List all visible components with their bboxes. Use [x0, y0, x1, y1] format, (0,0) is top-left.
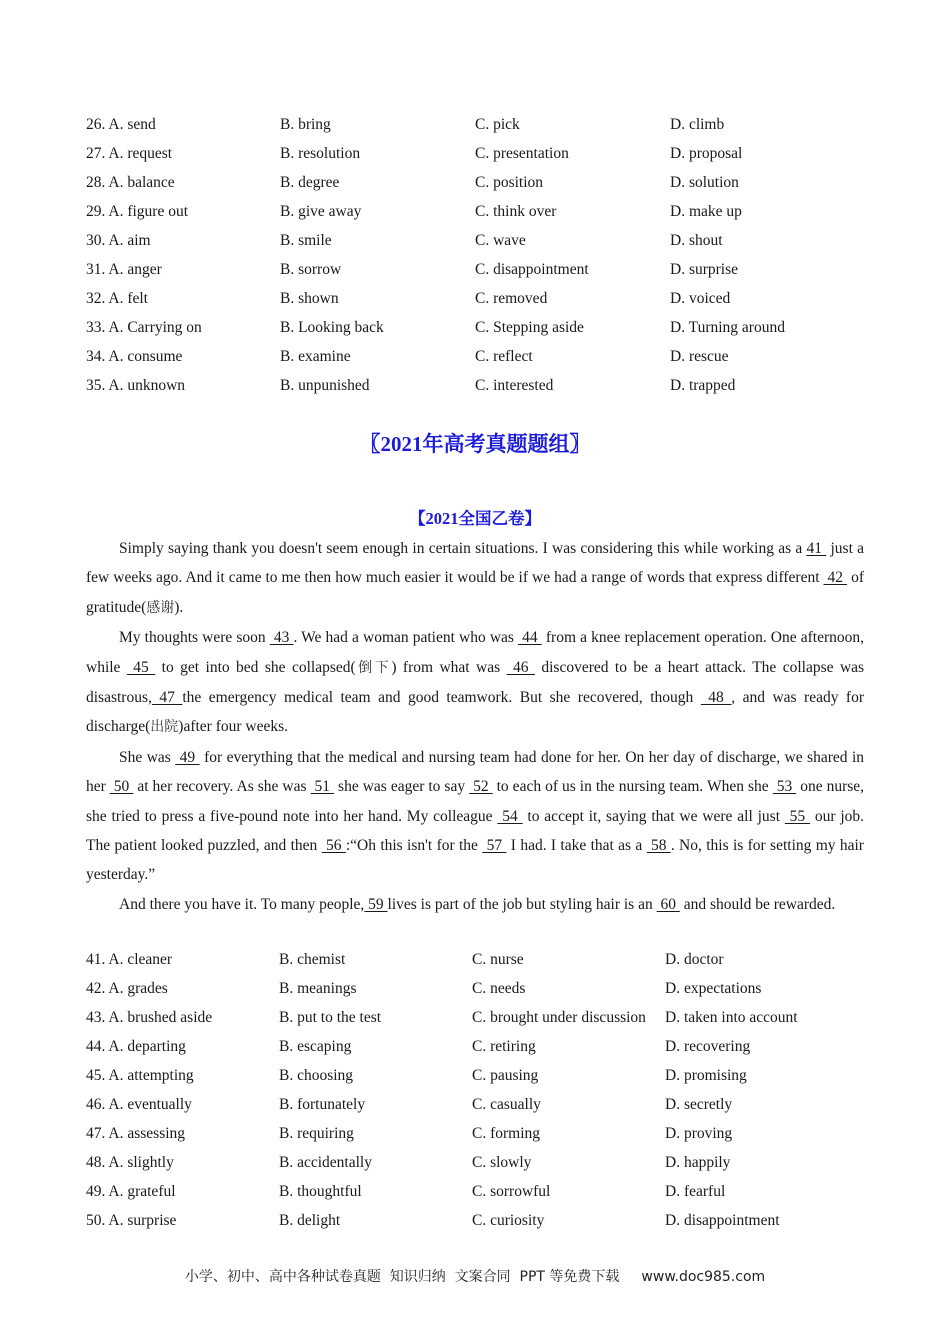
- blank-51: 51: [310, 778, 335, 796]
- option-c: C. removed: [475, 290, 548, 307]
- option-d: D. secretly: [665, 1096, 733, 1113]
- paragraph-2: [86, 623, 864, 743]
- text: at her recovery. As she was: [133, 778, 311, 796]
- blank-49: 49: [175, 748, 200, 766]
- text: to get into bed she collapsed(: [155, 658, 356, 676]
- blank-53: 53: [772, 778, 797, 796]
- option-d: D. doctor: [665, 951, 724, 968]
- blank-58: 58: [646, 837, 671, 855]
- option-c: C. position: [475, 174, 544, 191]
- option-d: D. solution: [670, 174, 739, 191]
- option-row: [86, 1032, 866, 1061]
- option-d: D. disappointment: [665, 1212, 780, 1229]
- option-c: C. sorrowful: [472, 1183, 551, 1200]
- text: our job. The patient looked puzzled, and then: [86, 807, 865, 855]
- option-b: B. meanings: [279, 980, 357, 997]
- blank-52: 52: [469, 778, 493, 796]
- blank-54: 54: [497, 807, 523, 825]
- option-d: D. fearful: [665, 1183, 726, 1200]
- option-row: [86, 1206, 866, 1235]
- text: to accept it, saying that we were all just: [522, 807, 785, 825]
- option-d: D. shout: [670, 232, 723, 249]
- text: And there you have it. To many people,: [119, 895, 365, 913]
- option-a: 47. A. assessing: [86, 1125, 186, 1142]
- text: . No, this is for setting my hair yesterday.”: [86, 837, 864, 884]
- option-a: 31. A. anger: [86, 261, 162, 278]
- option-a: 42. A. grades: [86, 980, 168, 997]
- paragraph-3: [86, 743, 864, 890]
- option-a: 46. A. eventually: [86, 1096, 192, 1113]
- text: the emergency medical team and good teamwork. But she recovered, though: [182, 689, 701, 707]
- option-c: C. presentation: [475, 145, 569, 162]
- option-c: C. forming: [472, 1125, 541, 1142]
- cloze-passage: [86, 534, 864, 919]
- option-row: [86, 1119, 866, 1148]
- text: just a few weeks ago. And it came to me then how much easier it would be if we had a range of words that express different: [86, 540, 864, 587]
- option-d: D. recovering: [665, 1038, 751, 1055]
- chinese-gloss: 感谢: [146, 599, 175, 616]
- option-a: 43. A. brushed aside: [86, 1009, 213, 1026]
- option-a: 44. A. departing: [86, 1038, 186, 1055]
- option-row: [86, 226, 866, 255]
- option-row: [86, 1003, 866, 1032]
- option-a: 49. A. grateful: [86, 1183, 176, 1200]
- option-row: [86, 313, 866, 342]
- option-c: C. needs: [472, 980, 526, 997]
- option-a: 26. A. send: [86, 116, 156, 133]
- option-row: [86, 371, 866, 400]
- blank-56: 56: [321, 837, 346, 855]
- option-row: [86, 284, 866, 313]
- blank-45: 45: [126, 658, 156, 676]
- blank-46: 46: [506, 658, 535, 676]
- option-d: D. proving: [665, 1125, 733, 1142]
- option-d: D. proposal: [670, 145, 743, 162]
- chinese-gloss: 出院: [150, 719, 179, 736]
- option-d: D. make up: [670, 203, 742, 220]
- option-c: C. slowly: [472, 1154, 532, 1171]
- option-b: B. smile: [280, 232, 332, 249]
- text: from a knee replacement operation. One afternoon, while: [86, 629, 865, 676]
- option-b: B. choosing: [279, 1067, 354, 1084]
- option-b: B. delight: [279, 1212, 341, 1229]
- option-c: C. interested: [475, 377, 554, 394]
- option-c: C. think over: [475, 203, 557, 220]
- option-row: [86, 945, 866, 974]
- option-c: C. curiosity: [472, 1212, 545, 1229]
- option-c: C. disappointment: [475, 261, 589, 278]
- option-row: [86, 974, 866, 1003]
- option-row: [86, 342, 866, 371]
- option-b: B. requiring: [279, 1125, 354, 1142]
- options-table-26-35: [86, 110, 866, 400]
- blank-50: 50: [109, 778, 134, 796]
- text: She was: [119, 748, 176, 766]
- option-a: 32. A. felt: [86, 290, 148, 307]
- option-b: B. examine: [280, 348, 351, 365]
- option-b: B. chemist: [279, 951, 346, 968]
- option-a: 33. A. Carrying on: [86, 319, 202, 336]
- option-d: D. expectations: [665, 980, 762, 997]
- text: ).: [174, 598, 184, 616]
- option-b: B. accidentally: [279, 1154, 372, 1171]
- option-d: D. trapped: [670, 377, 736, 394]
- blank-59: 59: [364, 895, 388, 913]
- option-b: B. degree: [280, 174, 340, 191]
- text: for everything that the medical and nursing team had done for her. On her day of discharge, we shared in her: [86, 748, 864, 796]
- blank-44: 44: [518, 629, 542, 647]
- text: and should be rewarded.: [679, 895, 836, 913]
- option-d: D. climb: [670, 116, 725, 133]
- paragraph-4: [86, 890, 864, 919]
- option-c: C. wave: [475, 232, 526, 249]
- options-table-41-50: [86, 945, 866, 1235]
- chinese-gloss: 倒下: [355, 659, 392, 676]
- text: :“Oh this isn't for the: [345, 837, 483, 855]
- blank-41: 41: [806, 540, 827, 557]
- option-b: B. shown: [280, 290, 339, 307]
- option-c: C. reflect: [475, 348, 533, 365]
- option-c: C. pick: [475, 116, 520, 133]
- text: discovered to be a heart attack. The collapse was disastrous,: [86, 658, 865, 707]
- option-d: D. surprise: [670, 261, 739, 278]
- option-c: C. nurse: [472, 951, 524, 968]
- option-d: D. promising: [665, 1067, 747, 1084]
- text: )after four weeks.: [178, 718, 289, 736]
- blank-55: 55: [784, 807, 811, 825]
- text: she was eager to say: [334, 778, 470, 796]
- option-a: 27. A. request: [86, 145, 173, 162]
- option-b: B. bring: [280, 116, 331, 133]
- blank-47: 47: [151, 689, 183, 707]
- paragraph-1: [86, 534, 864, 623]
- option-b: B. Looking back: [280, 319, 384, 336]
- text: ) from what was: [391, 658, 507, 676]
- option-d: D. rescue: [670, 348, 729, 365]
- blank-48: 48: [700, 689, 732, 707]
- option-a: 30. A. aim: [86, 232, 151, 249]
- option-a: 50. A. surprise: [86, 1212, 177, 1229]
- option-a: 41. A. cleaner: [86, 951, 173, 968]
- option-b: B. sorrow: [280, 261, 342, 278]
- option-c: C. casually: [472, 1096, 541, 1113]
- option-b: B. resolution: [280, 145, 361, 162]
- option-d: D. Turning around: [670, 319, 785, 336]
- option-a: 45. A. attempting: [86, 1067, 194, 1084]
- option-b: B. thoughtful: [279, 1183, 362, 1200]
- option-b: B. unpunished: [280, 377, 370, 394]
- option-row: [86, 197, 866, 226]
- option-row: [86, 168, 866, 197]
- text: Simply saying thank you doesn't seem enough in certain situations. I was considering this while working as a: [119, 540, 807, 557]
- text: . We had a woman patient who was: [293, 629, 519, 647]
- option-b: B. put to the test: [279, 1009, 382, 1026]
- option-row: [86, 110, 866, 139]
- footer-text: 小学、初中、高中各种试卷真题 知识归纳 文案合同 PPT 等免费下载: [184, 1269, 620, 1285]
- option-row: [86, 1090, 866, 1119]
- text: , and was ready for discharge(: [86, 689, 865, 736]
- footer-url-link[interactable]: www.doc985.com: [641, 1269, 766, 1285]
- option-a: 29. A. figure out: [86, 203, 189, 220]
- group-title: 〖2021年高考真题题组〗: [359, 432, 591, 456]
- option-c: C. retiring: [472, 1038, 536, 1055]
- option-a: 35. A. unknown: [86, 377, 186, 394]
- option-b: B. fortunately: [279, 1096, 366, 1113]
- blank-60: 60: [656, 895, 680, 913]
- blank-43: 43: [269, 629, 294, 647]
- option-d: D. happily: [665, 1154, 731, 1171]
- option-b: B. give away: [280, 203, 362, 220]
- text: of gratitude(: [86, 569, 864, 616]
- option-a: 48. A. slightly: [86, 1154, 174, 1171]
- option-d: D. taken into account: [665, 1009, 798, 1026]
- blank-42: 42: [823, 569, 848, 587]
- option-c: C. pausing: [472, 1067, 539, 1084]
- blank-57: 57: [482, 837, 507, 855]
- option-a: 34. A. consume: [86, 348, 183, 365]
- text: to each of us in the nursing team. When she: [492, 778, 773, 796]
- page-footer: [0, 1266, 950, 1286]
- option-row: [86, 1148, 866, 1177]
- option-d: D. voiced: [670, 290, 731, 307]
- section-title: 【2021全国乙卷】: [409, 509, 541, 528]
- text: one nurse, she tried to press a five-pound note into her hand. My colleague: [86, 778, 865, 825]
- option-a: 28. A. balance: [86, 174, 175, 191]
- option-row: [86, 255, 866, 284]
- option-row: [86, 139, 866, 168]
- option-c: C. brought under discussion: [472, 1009, 646, 1026]
- option-b: B. escaping: [279, 1038, 352, 1055]
- text: lives is part of the job but styling hair is an: [387, 895, 657, 913]
- option-row: [86, 1177, 866, 1206]
- text: My thoughts were soon: [119, 629, 270, 647]
- option-row: [86, 1061, 866, 1090]
- text: I had. I take that as a: [506, 837, 647, 855]
- option-c: C. Stepping aside: [475, 319, 584, 336]
